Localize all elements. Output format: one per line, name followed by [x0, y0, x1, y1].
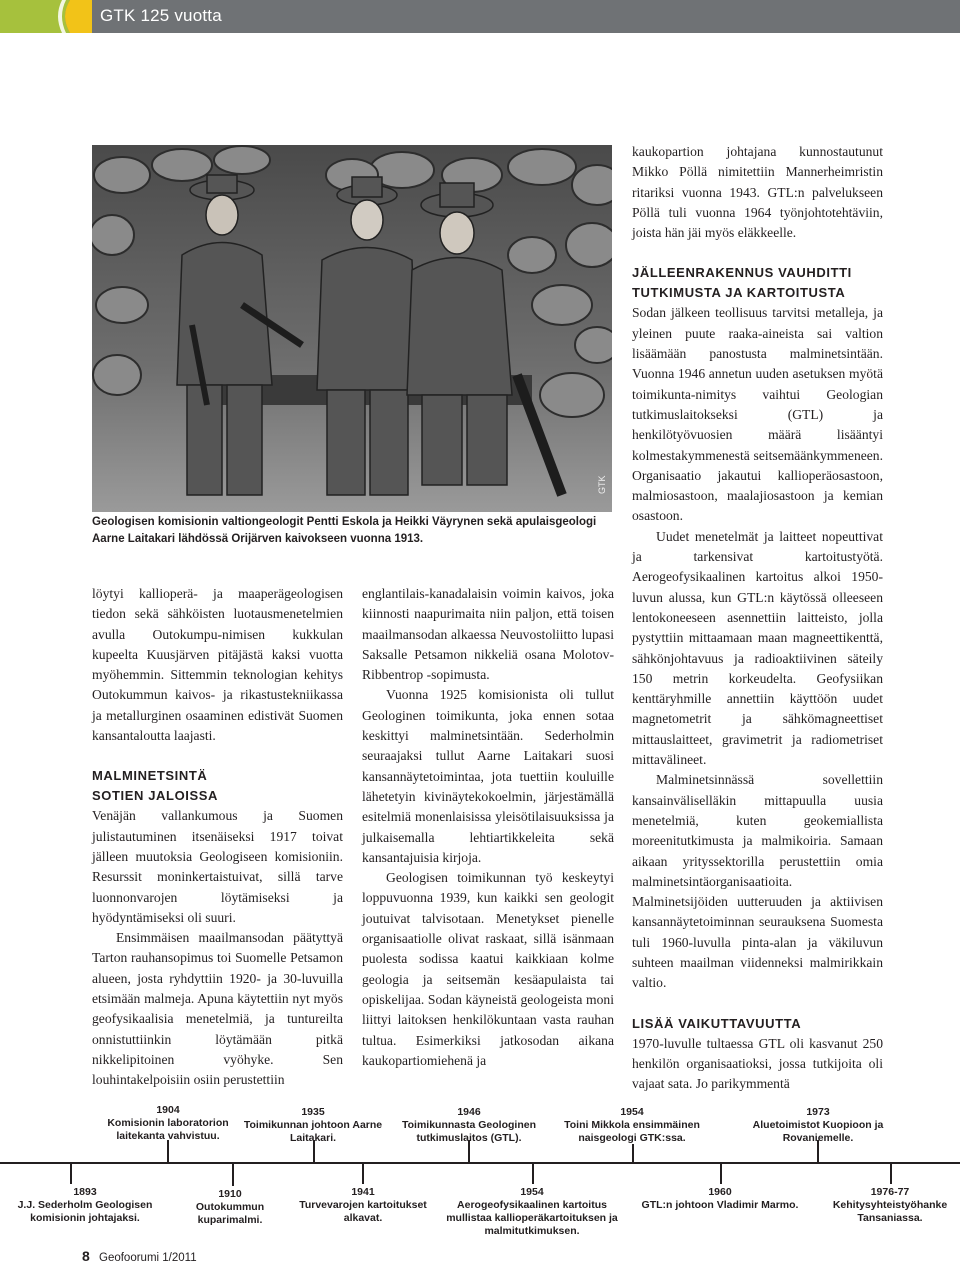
timeline-year: 1954 — [620, 1106, 644, 1118]
article-column-1 — [92, 584, 343, 1091]
article-column-3 — [632, 142, 883, 1094]
timeline-year: 1904 — [156, 1104, 180, 1116]
timeline-axis — [0, 1162, 960, 1164]
heading-line: TUTKIMUSTA JA KARTOITUSTA — [632, 285, 846, 301]
timeline-item-1893 — [5, 1186, 165, 1225]
photo-credit: GTK — [597, 475, 607, 494]
heading-line: SOTIEN JALOISSA — [92, 788, 219, 804]
paragraph: Geologisen toimikunnan työ keskeytyi loppuvuonna 1939, kun kaikki sen geologit joutuivat talvisotaan. Menetykset pienelle organisaatiolle olivat raskaat, sillä isänmaan puolesta sodissa kaatui kaikkiaan kolme geologia ja seitsemän kesäapulaista tai opiskelijaa. Sodan käyneistä geologeista moni liittyi laitoksen henkilökuntaan vasta rauhan tultua. Esimerkiksi jatkosodan aikana kaukopartiomiehenä ja — [362, 870, 614, 1068]
timeline-year: 1910 — [218, 1188, 242, 1200]
timeline-item-1976-77 — [822, 1186, 958, 1225]
timeline-year: 1946 — [457, 1106, 481, 1118]
timeline-year: 1960 — [708, 1186, 732, 1198]
timeline-tick — [232, 1164, 234, 1186]
timeline-tick — [720, 1164, 722, 1184]
timeline-text: Toini Mikkola ensimmäinen naisgeologi GTK:ssa. — [564, 1119, 700, 1144]
paragraph: Sodan jälkeen teollisuus tarvitsi metalleja, ja yleinen puute raaka-aineista sai valtion lisäämään panostusta malminetsintään. Vuonna 1946 annetun uuden asetuksen myötä toimikunta-nimitys vaihtui Geologian tutkimuslaitokseksi (GTL) ja henkilötyövuosien määrä lisääntyi kolmestakymmenestä seitsemäänkymmeneen. Organisaatio jakautui kallioperäosastoon, malmiosastoon, maalajiosastoon ja kemian osastoon. — [632, 305, 883, 524]
gtk-logo-icon — [0, 0, 92, 33]
timeline-item-1960 — [630, 1186, 810, 1212]
heading-line: MALMINETSINTÄ — [92, 768, 208, 784]
header-bar — [0, 0, 960, 33]
timeline-item-1935 — [243, 1106, 383, 1145]
photo-caption: Geologisen komisionin valtiongeologit Pentti Eskola ja Heikki Väyrynen sekä apulaisgeologi Aarne Laitakari lähdössä Orijärven kaivokseen vuonna 1913. — [92, 516, 597, 545]
historical-photo — [92, 145, 612, 512]
paragraph: 1970-luvulle tultaessa GTL oli kasvanut 250 henkilön organisaatioksi, jossa tutkijoita oli vajaat sata. Jo parikymmentä — [632, 1035, 883, 1092]
heading-line: JÄLLEENRAKENNUS VAUHDITTI — [632, 265, 852, 281]
paragraph: löytyi kallioperä- ja maaperägeologisen tiedon sekä sähköisten luotausmenetelmien avulla Outokumpu-nimisen kukkulan kupeelta Kuusjärven pitäjästä kaksi vuotta myöhemmin. Sittemmin teknologian kehitys Outokummun kaivos- ja rikastustekniikassa ja metallurginen osaaminen edistivät Suomen kansantaloutta laajasti. — [92, 586, 343, 744]
timeline-text: Toimikunnasta Geologinen tutkimuslaitos (GTL). — [402, 1119, 536, 1144]
section-heading-malminetsinta — [92, 766, 343, 806]
timeline-item-1946 — [393, 1106, 545, 1145]
publication-name: Geofoorumi 1/2011 — [99, 1252, 197, 1264]
timeline-text: Turvevarojen kartoitukset alkavat. — [299, 1199, 427, 1224]
photo-image — [92, 145, 612, 512]
timeline-item-1910 — [182, 1188, 278, 1227]
timeline-text: Toimikunnan johtoon Aarne Laitakari. — [243, 1119, 383, 1144]
section-heading-jalleenrakennus — [632, 263, 883, 303]
timeline-tick — [362, 1164, 364, 1184]
timeline-tick — [890, 1164, 892, 1184]
timeline-item-1954-top — [552, 1106, 712, 1145]
timeline-item-1941 — [288, 1186, 438, 1225]
timeline-year: 1893 — [73, 1186, 97, 1198]
paragraph: Vuonna 1925 komisionista oli tullut Geologinen toimikunta, joka ennen sotaa keskittyi malminetsintään. Sederholmin seuraajaksi tullut Aarne Laitakari suosi kansannäytetoimintaa, jota tuettiin kouluille lähetetyin kivinäytekokoelmin, järjestämällä esitelmiä monenlaisissa yleisötilaisuuksissa ja julkaisemalla lehtiartikkeleita sekä kansantajuisia kirjoja. — [362, 687, 614, 865]
timeline-item-1904 — [88, 1104, 248, 1143]
timeline-text: Kehitysyhteistyöhanke Tansaniassa. — [832, 1199, 948, 1224]
paragraph: englantilais-kanadalaisin voimin kaivos, joka kiinnosti naapurimaita niin paljon, että toisen maailmansodan alkaessa Neuvostoliitto lupasi Saksalle Petsamon nikkeliä osana Molotov-Ribbentrop -sopimusta. — [362, 586, 614, 683]
timeline-text: Komisionin laboratorion laitekanta vahvistuu. — [107, 1117, 229, 1142]
section-heading-lisaa-vaikuttavuutta: LISÄÄ VAIKUTTAVUUTTA — [632, 1015, 802, 1031]
paragraph: Uudet menetelmät ja laitteet nopeuttivat ja tarkensivat kartoitustyötä. Aerogeofysikaalinen kartoitus alkoi 1950-luvun alussa, kun GTL:n käytössä olleeseen lentokoneeseen asennettiin laitteisto, jolla pystyttiin mittaamaan maan magneettikenttä, sähkönjohtavuus ja radioaktiivinen säteily 150 metrin korkeudelta. Geofysiikan kenttäryhmille annettiin käyttöön uudet magnetometrit ja sähkömagneettiset mittauslaitteet, gravimetrit ja radiometriset mittavälineet. — [632, 528, 883, 768]
timeline-year: 1976-77 — [870, 1186, 910, 1198]
timeline-text: GTL:n johtoon Vladimir Marmo. — [641, 1199, 799, 1211]
timeline-item-1973 — [742, 1106, 894, 1145]
timeline-text: Outokummun kuparimalmi. — [195, 1201, 265, 1226]
timeline-text: Aluetoimistot Kuopioon ja Rovaniemelle. — [752, 1119, 884, 1144]
paragraph: kaukopartion johtajana kunnostautunut Mikko Pöllä nimitettiin Mannerheimristin ritariksi vuonna 1943. GTL:n palvelukseen Pöllä tuli vuonna 1964 työnjohtotehtäviin, joista hän jäi myös eläkkeelle. — [632, 144, 883, 241]
article-column-2 — [362, 584, 614, 1071]
timeline-item-1954-bottom — [440, 1186, 624, 1238]
timeline-year: 1954 — [520, 1186, 544, 1198]
timeline-year: 1935 — [301, 1106, 325, 1118]
header-title: GTK 125 vuotta — [100, 6, 222, 25]
timeline-year: 1941 — [351, 1186, 375, 1198]
timeline-year: 1973 — [806, 1106, 830, 1118]
page-number: 8 — [82, 1248, 90, 1264]
timeline-text: J.J. Sederholm Geologisen komisionin johtajaksi. — [17, 1199, 153, 1224]
timeline-tick — [532, 1164, 534, 1184]
timeline-text: Aerogeofysikaalinen kartoitus mullistaa kallioperäkartoituksen ja malmitutkimuksen. — [446, 1199, 618, 1237]
timeline-tick — [632, 1144, 634, 1162]
paragraph: Venäjän vallankumous ja Suomen julistautuminen itsenäiseksi 1917 toivat jälleen muutoksia Geologiseen komisioniin. Resurssit moninkertaistuivat, sillä tarve luonnonvarojen löytämiseksi ja hyödyntämiseksi oli suuri. — [92, 808, 343, 925]
paragraph: Malminetsinnässä sovellettiin kansainväliselläkin mittapuulla uusia menetelmiä, kuten geokemiallista moreenitutkimusta ja malmikoiria. Samaan aikaan yrityssektorilla perustettiin omia malminetsintäorganisaatioita. Malminetsijöiden uutteruuden ja aktiivisen kansannäytetoiminnan seurauksena Suomesta tuli 1960-luvulla pinta-alan ja väkiluvun suhteen maailman viidenneksi malmirikkain valtio. — [632, 772, 883, 991]
timeline-tick — [167, 1140, 169, 1162]
timeline — [0, 1100, 960, 1237]
page-footer — [82, 1248, 197, 1264]
timeline-tick — [70, 1164, 72, 1184]
paragraph: Ensimmäisen maailmansodan päätyttyä Tarton rauhansopimus toi Suomelle Petsamon alueen, josta ryhdyttiin 1920- ja 30-luvuilla etsimään malmeja. Apuna käytettiin nyt myös geofysikaalisia menetelmiä, ja tuntureilta onnistuttiinkin löytämään pitkä nikkelipitoinen vyöhyke. Sen louhintakelpoisiin osiin perustettiin — [92, 930, 343, 1088]
